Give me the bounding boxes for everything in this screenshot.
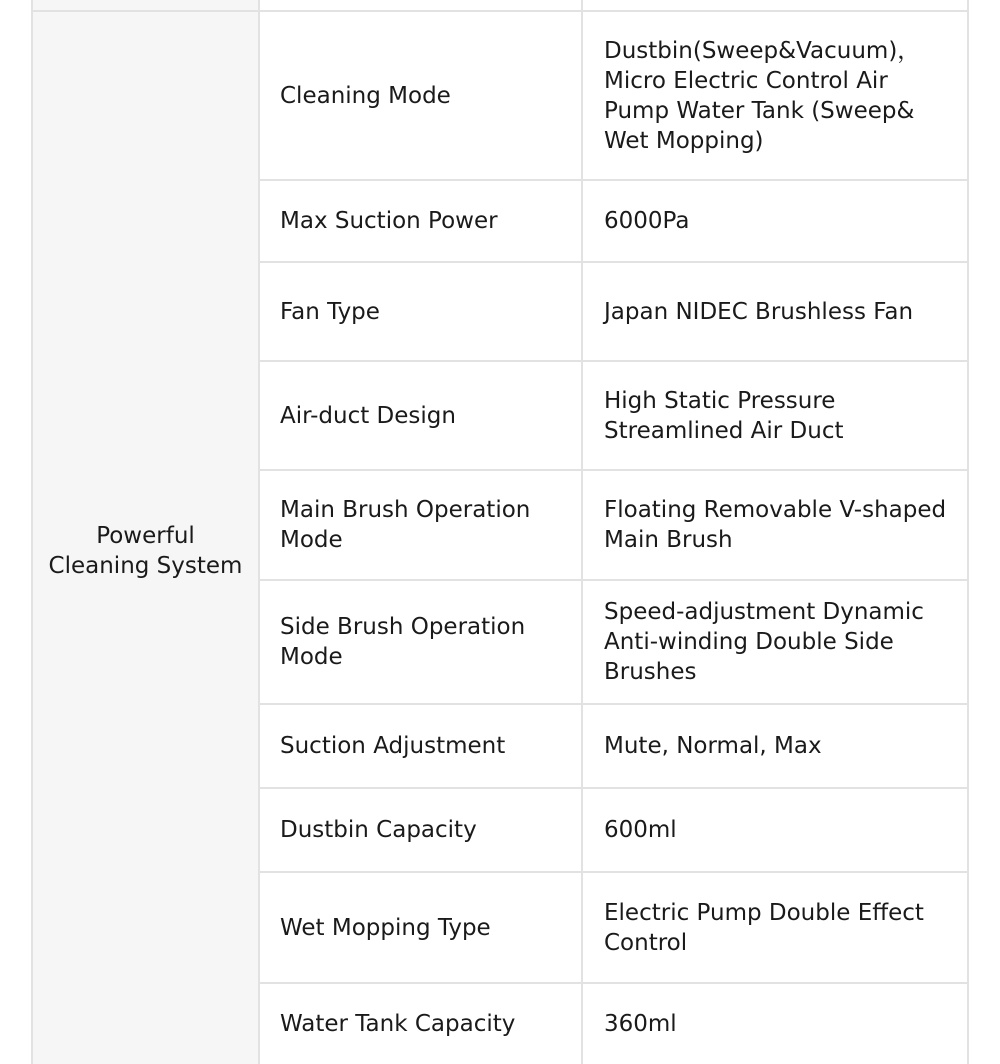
spec-value: Mute, Normal, Max bbox=[604, 733, 822, 759]
spec-label: Dustbin Capacity bbox=[260, 789, 583, 871]
spec-rows bbox=[260, 12, 969, 1064]
spec-label: Fan Type bbox=[260, 263, 583, 360]
spec-row-max-suction-power bbox=[260, 181, 969, 263]
spec-label: Wet Mopping Type bbox=[260, 873, 583, 982]
spec-row-side-brush-mode bbox=[260, 581, 969, 705]
spec-label: Side Brush Operation Mode bbox=[260, 581, 583, 703]
spec-row-air-duct-design bbox=[260, 362, 969, 471]
spec-value: 360ml bbox=[604, 1011, 677, 1037]
spec-label: Air-duct Design bbox=[260, 362, 583, 469]
spec-value: 6000Pa bbox=[604, 208, 690, 234]
spec-row-cleaning-mode bbox=[260, 12, 969, 181]
spec-label: Max Suction Power bbox=[260, 181, 583, 261]
spec-label: Water Tank Capacity bbox=[260, 984, 583, 1064]
spec-value: 600ml bbox=[604, 817, 677, 843]
spec-row-main-brush-mode bbox=[260, 471, 969, 581]
spec-row-dustbin-capacity bbox=[260, 789, 969, 873]
previous-category-cell bbox=[33, 0, 260, 10]
spec-row-wet-mopping-type bbox=[260, 873, 969, 984]
spec-value: Floating Removable V-shaped Main Brush bbox=[604, 497, 947, 553]
spec-value: Japan NIDEC Brushless Fan bbox=[604, 298, 914, 325]
spec-row-water-tank-capacity bbox=[260, 984, 969, 1064]
spec-row-suction-adjustment bbox=[260, 705, 969, 789]
spec-value: Dustbin(Sweep&Vacuum)，Micro Electric Control Air Pump Water Tank (Sweep& Wet Mopping) bbox=[604, 37, 921, 154]
spec-label: Cleaning Mode bbox=[260, 12, 583, 179]
spec-label: Main Brush Operation Mode bbox=[260, 471, 583, 579]
spec-table bbox=[31, 0, 969, 1064]
spec-value: Electric Pump Double Effect Control bbox=[604, 899, 924, 956]
spec-value: High Static Pressure Streamlined Air Duct bbox=[604, 387, 844, 444]
spec-value: Speed-adjustment Dynamic Anti-winding Double Side Brushes bbox=[604, 599, 924, 685]
previous-row-edge bbox=[33, 0, 967, 12]
previous-key-cell bbox=[260, 0, 583, 10]
category-cell: Powerful Cleaning System bbox=[33, 12, 260, 1064]
spec-row-fan-type bbox=[260, 263, 969, 362]
spec-label: Suction Adjustment bbox=[260, 705, 583, 787]
